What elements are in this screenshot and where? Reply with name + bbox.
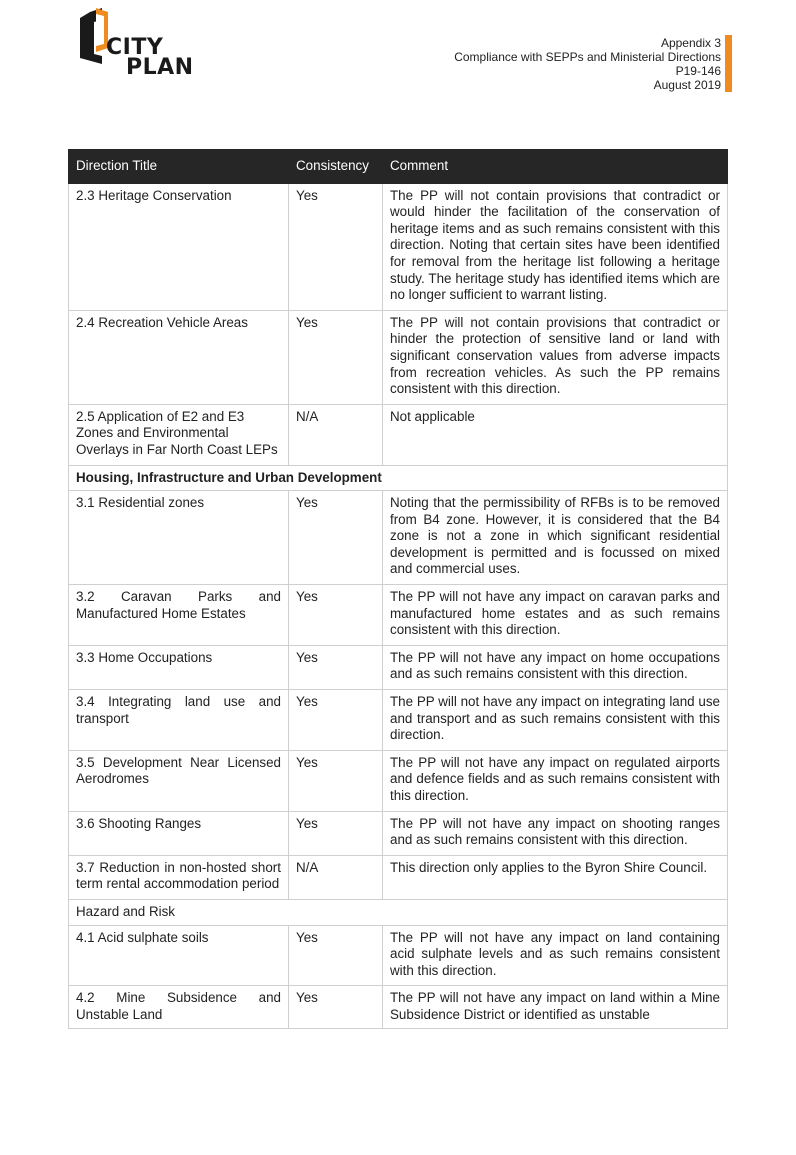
table-row: [69, 491, 728, 585]
comment: Not applicable: [383, 404, 728, 465]
direction-title: 3.6 Shooting Ranges: [69, 811, 289, 855]
logo-line-2: PLAN: [126, 55, 194, 80]
consistency: Yes: [289, 690, 383, 751]
consistency: Yes: [289, 925, 383, 986]
table-row: [69, 585, 728, 646]
consistency: N/A: [289, 855, 383, 899]
consistency: Yes: [289, 811, 383, 855]
consistency: Yes: [289, 585, 383, 646]
comment: The PP will not have any impact on caravan parks and manufactured home estates and as such remains consistent with this direction.: [383, 585, 728, 646]
table-row: [69, 404, 728, 465]
section-row: [69, 899, 728, 925]
header-consistency: Consistency: [289, 150, 383, 184]
comment: This direction only applies to the Byron Shire Council.: [383, 855, 728, 899]
directions-table: [68, 149, 728, 1029]
section-row: [69, 465, 728, 491]
comment: The PP will not have any impact on shooting ranges and as such remains consistent with this direction.: [383, 811, 728, 855]
table-row: [69, 645, 728, 689]
direction-title: 3.1 Residential zones: [69, 491, 289, 585]
direction-title: 4.2 Mine Subsidence and Unstable Land: [69, 986, 289, 1028]
consistency: Yes: [289, 491, 383, 585]
table-row: [69, 183, 728, 310]
header-reference: P19-146: [675, 64, 721, 78]
direction-title: 4.1 Acid sulphate soils: [69, 925, 289, 986]
direction-title: 3.3 Home Occupations: [69, 645, 289, 689]
comment: The PP will not have any impact on land containing acid sulphate levels and as such remains consistent with this direction.: [383, 925, 728, 986]
logo-wordmark: [106, 35, 194, 80]
section-heading: Hazard and Risk: [69, 899, 728, 925]
header-accent-bar: [725, 35, 732, 92]
consistency: Yes: [289, 310, 383, 404]
comment: The PP will not contain provisions that contradict or hinder the protection of sensitive land or land with significant conservation values from adverse impacts from recreation vehicles. As such the PP remains consistent with this direction.: [383, 310, 728, 404]
table-row: [69, 855, 728, 899]
document-header: [454, 36, 721, 92]
header-direction-title: Direction Title: [69, 150, 289, 184]
header-appendix: Appendix 3: [660, 36, 721, 50]
consistency: Yes: [289, 645, 383, 689]
comment: Noting that the permissibility of RFBs is to be removed from B4 zone. However, it is considered that the B4 zone is not a zone in which significant residential development is permitted and is focussed on mixed and commercial uses.: [383, 491, 728, 585]
consistency: Yes: [289, 986, 383, 1028]
header-comment: Comment: [383, 150, 728, 184]
direction-title: 2.3 Heritage Conservation: [69, 183, 289, 310]
table-row: [69, 750, 728, 811]
consistency: N/A: [289, 404, 383, 465]
table-row: [69, 925, 728, 986]
table-row: [69, 986, 728, 1028]
direction-title: 3.2 Caravan Parks and Manufactured Home Estates: [69, 585, 289, 646]
comment: The PP will not contain provisions that contradict or would hinder the facilitation of the conservation of heritage items and as such remains consistent with this direction. Noting that certain sites have been identified for removal from the heritage list following a heritage study. The heritage study has identified items which are no longer sufficient to warrant listing.: [383, 183, 728, 310]
direction-title: 3.5 Development Near Licensed Aerodromes: [69, 750, 289, 811]
section-heading: Housing, Infrastructure and Urban Development: [69, 465, 728, 491]
comment: The PP will not have any impact on land within a Mine Subsidence District or identified as unstable: [383, 986, 728, 1028]
table-header-row: [69, 150, 728, 184]
direction-title: 3.4 Integrating land use and transport: [69, 690, 289, 751]
logo-line-1: CITY: [106, 35, 164, 60]
header-subject: Compliance with SEPPs and Ministerial Directions: [454, 50, 721, 64]
consistency: Yes: [289, 750, 383, 811]
comment: The PP will not have any impact on regulated airports and defence fields and as such remains consistent with this direction.: [383, 750, 728, 811]
direction-title: 3.7 Reduction in non-hosted short term rental accommodation period: [69, 855, 289, 899]
comment: The PP will not have any impact on home occupations and as such remains consistent with this direction.: [383, 645, 728, 689]
table-row: [69, 310, 728, 404]
consistency: Yes: [289, 183, 383, 310]
table-row: [69, 690, 728, 751]
comment: The PP will not have any impact on integrating land use and transport and as such remains consistent with this direction.: [383, 690, 728, 751]
header-date: August 2019: [653, 78, 721, 92]
direction-title: 2.5 Application of E2 and E3 Zones and Environmental Overlays in Far North Coast LEPs: [69, 404, 289, 465]
table-row: [69, 811, 728, 855]
direction-title: 2.4 Recreation Vehicle Areas: [69, 310, 289, 404]
